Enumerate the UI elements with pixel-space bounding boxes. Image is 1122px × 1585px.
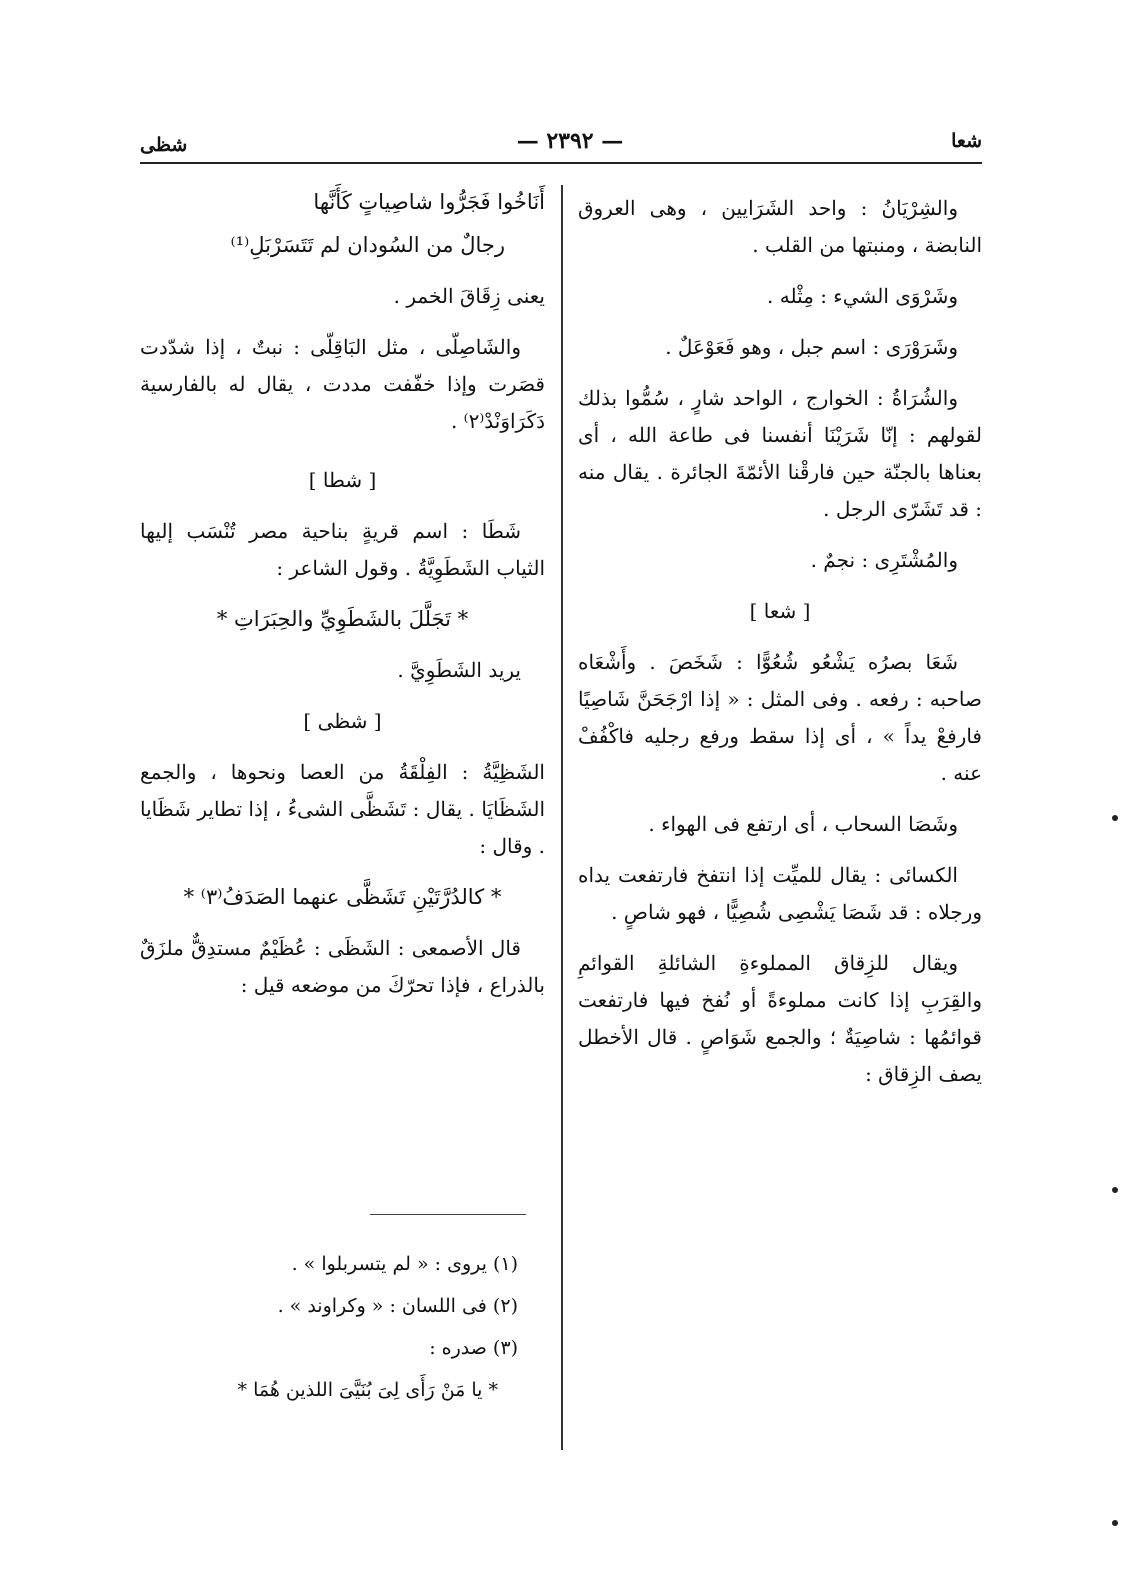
entry-paragraph: شَعَا بصرُه يَشْعُو شُعُوًّا : شَخَصَ . وأَشْعَاه صاحبه : رفعه . وفى المثل : « إذا ارْجَحَنَّ شَاصِيًا فارفعْ يداً » ، أى إذا سقط ورفع رجليه فاكْفُفْ عنه . <box>578 650 982 785</box>
section-heading: [ شعا ] <box>749 599 811 623</box>
verse-line: أَنَاخُوا فَجَرُّوا شاصِياتٍ كَأَنَّها <box>313 190 545 214</box>
entry-paragraph: يريد الشَطَوِيَّ . <box>397 658 521 682</box>
section-heading: [ شظى ] <box>303 709 382 733</box>
footnote: * يا مَنْ رَأَى لِىَ بُنَيَّىَ اللذين هُمَا * <box>237 1379 498 1401</box>
scan-mark <box>1112 1520 1118 1526</box>
footnote-rule <box>370 1214 526 1215</box>
scan-mark <box>1112 815 1118 821</box>
page-header <box>140 128 982 162</box>
verse-line: * تَجَلَّلَ بالشَطَوِيِّ والحِبَرَاتِ * <box>216 607 469 631</box>
entry-paragraph: والشَاصِلّى ، مثل البَاقِلّى : نبتٌ ، إذا شدّدت قصَرت وإذا خفّفت مددت ، يقال له بالفارسية دَكَرَاوَنْدْ⁽٢⁾ . <box>140 335 545 433</box>
entry-paragraph: يعنى زِقَاقَ الخمر . <box>393 284 545 308</box>
scan-mark <box>1112 1187 1118 1193</box>
entry-paragraph: قال الأصمعى : الشَظَى : عُظَيْمٌ مستدِقٌّ ملزَقٌ بالذراع ، فإذا تحرّكَ من موضعه قيل : <box>140 936 545 997</box>
entry-paragraph: وشَرَوْرَى : اسم جبل ، وهو فَعَوْعَلٌ . <box>665 335 958 359</box>
section-heading: [ شطا ] <box>308 468 377 492</box>
entry-paragraph: والمُشْتَرِى : نجمٌ . <box>810 548 958 572</box>
entry-paragraph: شَطَا : اسم قريةٍ بناحية مصر تُنْسَب إليها الثياب الشَطَوِيَّةُ . وقول الشاعر : <box>140 519 545 580</box>
entry-paragraph: ويقال للزِقاق المملوءةِ الشائلةِ القوائمِ والقِرَبِ إذا كانت مملوءةً أو نُفخ فيها فارتفعت قوائمُها : شاصِيَةٌ ؛ والجمع شَوَاصٍ . قال الأخطل يصف الزِقاق : <box>578 951 982 1086</box>
page-number: — ٢٣٩٢ — <box>516 128 624 154</box>
verse-line: * كالدُرَّتَيْنِ تَشَظَّى عنهما الصَدَفُ⁽٣⁾ * <box>183 885 502 909</box>
header-left-word: شظى <box>140 134 188 156</box>
header-right-word: شعا <box>951 130 982 152</box>
entry-paragraph: وشَصَا السحاب ، أى ارتفع فى الهواء . <box>648 812 958 836</box>
entry-paragraph: الكسائى : يقال للميِّت إذا انتفخ فارتفعت يداه ورجلاه : قد شَصَا يَشْصِى شُصِيًّا ، فهو شاصٍ . <box>578 863 982 924</box>
column-divider <box>561 185 563 1450</box>
footnote: (١) يروى : « لم يتسربلوا » . <box>291 1253 518 1275</box>
entry-paragraph: والشِرْيَانُ : واحد الشَرَايين ، وهى العروق النابضة ، ومنبتها من القلب . <box>578 196 982 257</box>
entry-paragraph: والشُرَاةُ : الخوارج ، الواحد شارٍ ، سُمُّوا بذلك لقولهم : إنّا شَرَيْنَا أنفسنا فى طاعة الله ، أى بعناها بالجنّة حين فارقْنا الأئمّةَ الجائرة . يقال منه : قد تَشَرّى الرجل . <box>578 386 982 521</box>
header-rule <box>140 162 982 164</box>
footnotes <box>140 1243 518 1411</box>
verse-line: رجالٌ من السُودان لم تَتَسَرْبَلِ⁽¹⁾ <box>230 233 505 257</box>
entry-paragraph: وشَرْوَى الشيء : مِثْله . <box>767 284 958 308</box>
footnote: (٣) صدره : <box>429 1337 518 1359</box>
entry-paragraph: الشَظِيَّةُ : الفِلْقَةُ من العصا ونحوها ، والجمع الشَظَايَا . يقال : تَشَظَّى الشىءُ ، إذا تطاير شَظَايا . وقال : <box>140 760 545 858</box>
right-column <box>578 190 982 1107</box>
footnote: (٢) فى اللسان : « وكراوند » . <box>277 1295 518 1317</box>
left-column <box>140 184 545 1018</box>
